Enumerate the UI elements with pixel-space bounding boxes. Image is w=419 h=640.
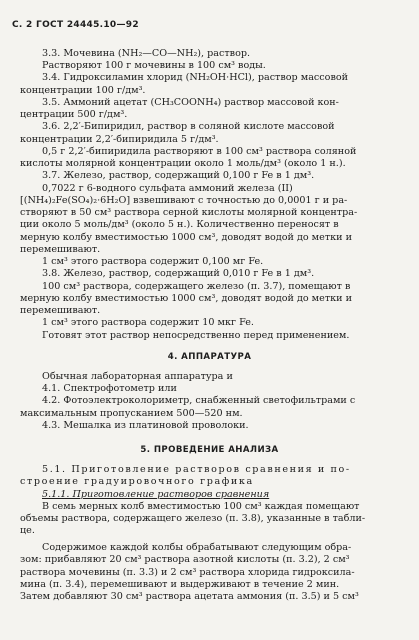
text-line: 3.3. Мочевина (NH₂—CO—NH₂), раствор. (42, 48, 251, 59)
text-line: 4.3. Мешалка из платиновой проволоки. (42, 420, 249, 431)
text-line: мерную колбу вместимостью 1000 см³, доводят водой до метки и (20, 293, 352, 304)
text-line: раствора мочевины (п. 3.3) и 2 см³ раствора хлорида гидроксила- (20, 567, 355, 578)
text-line: мерную колбу вместимостью 1000 см³, доводят водой до метки и (20, 232, 352, 243)
page-header: С. 2 ГОСТ 24445.10—92 (12, 20, 139, 30)
text-line: 4.2. Фотоэлектроколориметр, снабженный светофильтрами с (42, 395, 356, 406)
subsection-title: 5.1. Приготовление растворов сравнения и по- (42, 464, 351, 475)
text-line: 0,5 г 2,2′-бипиридила растворяют в 100 см³ раствора соляной (42, 146, 357, 157)
text-line: 3.7. Железо, раствор, содержащий 0,100 г Fe в 1 дм³. (42, 170, 315, 181)
text-line: 1 см³ этого раствора содержит 0,100 мг Fe. (42, 256, 264, 267)
text-line: 3.5. Аммоний ацетат (CH₃COONH₄) раствор массовой кон- (42, 97, 339, 108)
text-line: объемы раствора, содержащего железо (п. 3.8), указанные в табли- (20, 513, 366, 524)
text-line: Готовят этот раствор непосредственно перед применением. (42, 330, 350, 341)
text-line: максимальным пропусканием 500—520 нм. (20, 408, 243, 419)
text-line: В семь мерных колб вместимостью 100 см³ каждая помещают (42, 501, 360, 512)
text-line: зом: прибавляют 20 см³ раствора азотной кислоты (п. 3.2), 2 см³ (20, 554, 350, 565)
text-line: концентрации 2,2′-бипиридила 5 г/дм³. (20, 134, 219, 145)
text-line: перемешивают. (20, 305, 101, 316)
text-line: створяют в 50 см³ раствора серной кислоты молярной концентра- (20, 207, 358, 218)
subsection-title-italic: 5.1.1. Приготовление растворов сравнения (42, 489, 270, 500)
text-line: кислоты молярной концентрации около 1 моль/дм³ (около 1 н.). (20, 158, 346, 169)
text-line: [(NH₄)₂Fe(SO₄)₂·6H₂O] взвешивают с точностью до 0,0001 г и ра- (20, 195, 348, 206)
text-line: 1 см³ этого раствора содержит 10 мкг Fe. (42, 317, 254, 328)
text-line: Затем добавляют 30 см³ раствора ацетата аммония (п. 3.5) и 5 см³ (20, 591, 359, 602)
text-line: Содержимое каждой колбы обрабатывают следующим обра- (42, 542, 352, 553)
text-line: ции около 5 моль/дм³ (около 5 н.). Количественно переносят в (20, 219, 339, 230)
text-line: 3.4. Гидроксиламин хлорид (NH₂OH·HCl), раствор массовой (42, 72, 349, 83)
text-line: 3.8. Железо, раствор, содержащий 0,010 г Fe в 1 дм³. (42, 268, 315, 279)
section-heading-apparatus: 4. АППАРАТУРА (167, 352, 252, 362)
text-line: концентрации 100 г/дм³. (20, 85, 146, 96)
text-line: 100 см³ раствора, содержащего железо (п. 3.7), помещают в (42, 281, 351, 292)
section-heading-analysis: 5. ПРОВЕДЕНИЕ АНАЛИЗА (140, 445, 279, 455)
text-line: перемешивают. (20, 244, 101, 255)
subsection-title: строение градуировочного графика (20, 476, 254, 487)
text-line: 4.1. Спектрофотометр или (42, 383, 177, 394)
text-line: мина (п. 3.4), перемешивают и выдерживают в течение 2 мин. (20, 579, 340, 590)
text-line: 3.6. 2,2′-Бипиридил, раствор в соляной кислоте массовой (42, 121, 335, 132)
text-line: центрации 500 г/дм³. (20, 109, 128, 120)
text-line: 0,7022 г 6-водного сульфата аммоний железа (II) (42, 183, 293, 194)
text-line: Растворяют 100 г мочевины в 100 см³ воды. (42, 60, 266, 71)
text-line: це. (20, 525, 35, 536)
text-line: Обычная лабораторная аппаратура и (42, 371, 233, 382)
